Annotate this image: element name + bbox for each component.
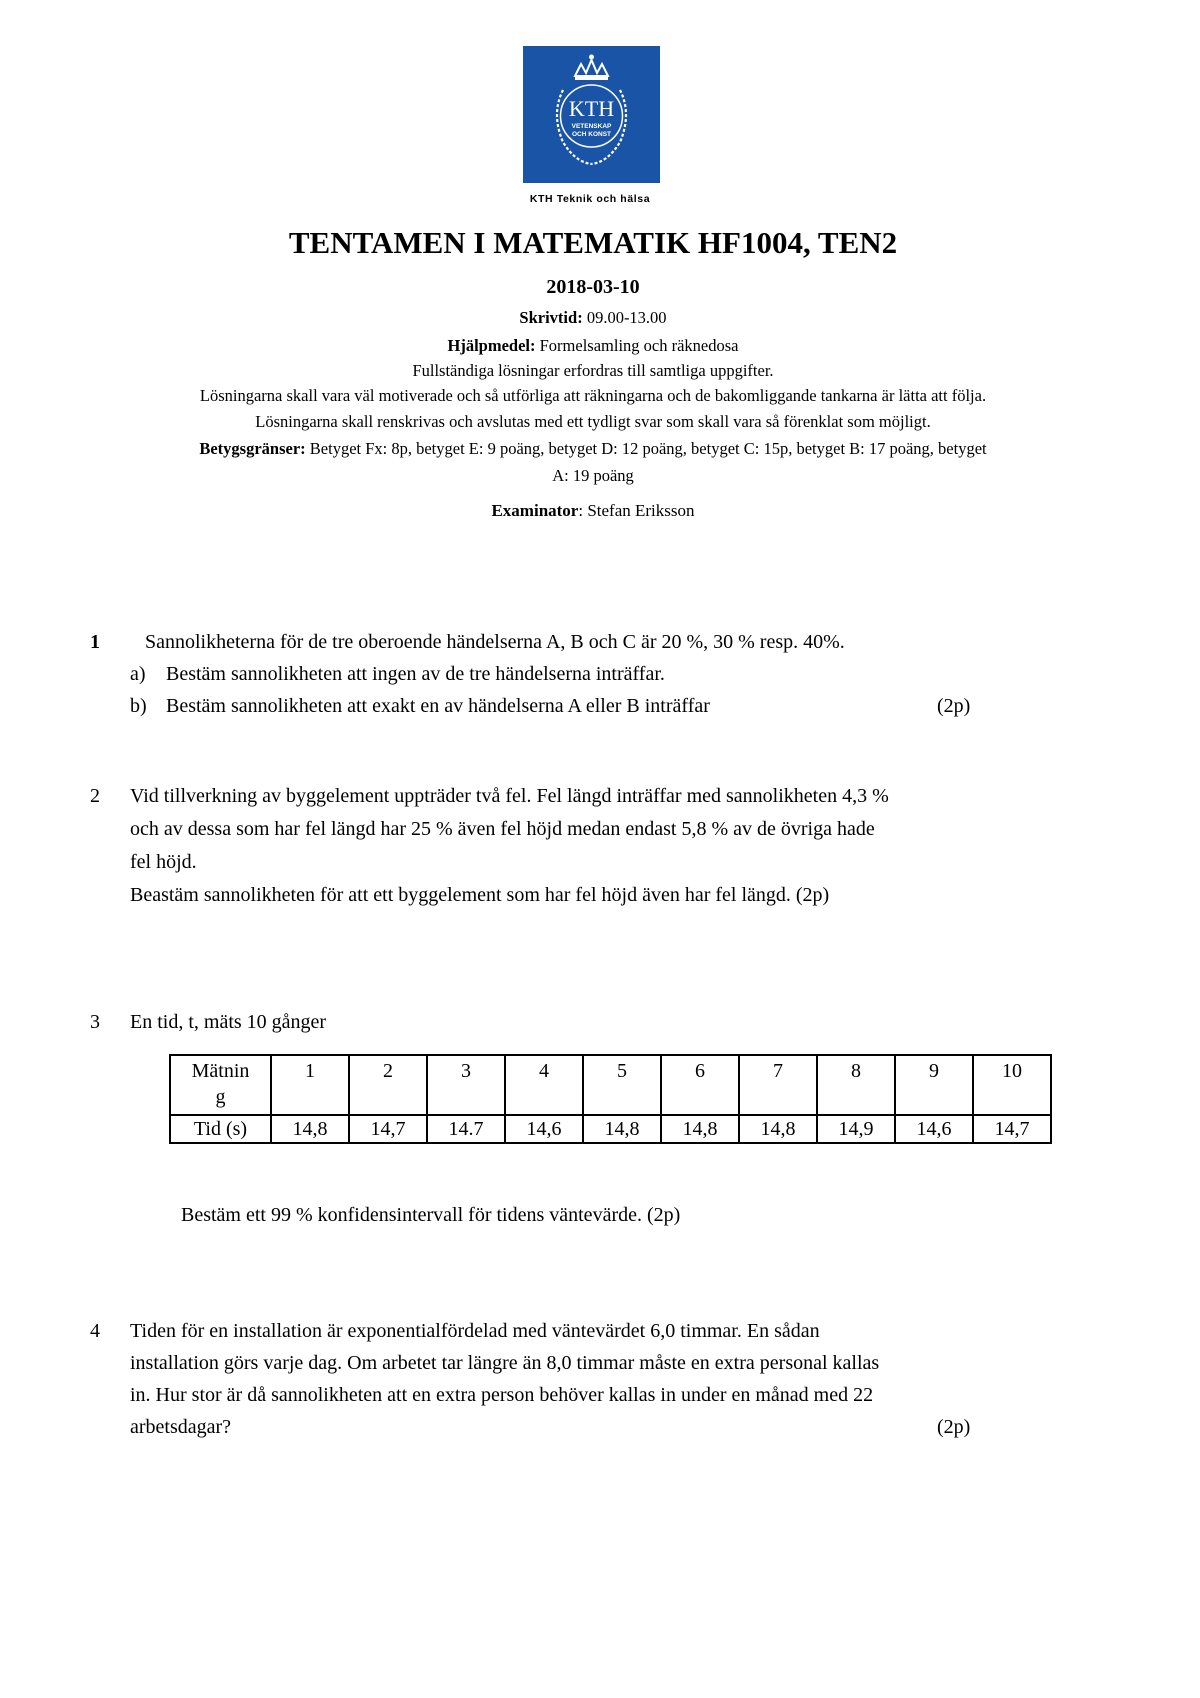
problem-2-line-2: och av dessa som har fel längd har 25 % även fel höjd medan endast 5,8 % av de övriga hade [130, 818, 875, 840]
problem-2-line-3: fel höjd. [130, 851, 197, 873]
instructions-answer: Lösningarna skall renskrivas och avslutas med ett tydligt svar som skall vara så förenklat som möjligt. [255, 412, 931, 431]
problem-4-line-3: in. Hur stor är då sannolikheten att en extra person behöver kallas in under en månad med 22 [130, 1384, 874, 1406]
table-cell: 14,8 [739, 1115, 817, 1143]
measurement-table [169, 1054, 1052, 1144]
table-row-label: Tid (s) [170, 1115, 271, 1143]
table-header-cell: 7 [739, 1055, 817, 1115]
table-header-cell: 6 [661, 1055, 739, 1115]
table-header-cell: 8 [817, 1055, 895, 1115]
table-data-row [170, 1115, 1051, 1143]
svg-text:VETENSKAP: VETENSKAP [571, 123, 612, 130]
exam-date: 2018-03-10 [546, 276, 640, 298]
table-cell: 14,8 [583, 1115, 661, 1143]
instructions-motivation: Lösningarna skall vara väl motiverade och så utförliga att räkningarna och de bakomliggande tankarna är lätta att följa. [199, 386, 987, 405]
hjalpmedel-line [80, 334, 1106, 358]
hjalpmedel-value: Formelsamling och räknedosa [535, 336, 739, 355]
skrivtid-line [80, 306, 1106, 330]
table-header-cell: 5 [583, 1055, 661, 1115]
problem-3-question: Bestäm ett 99 % konfidensintervall för tidens väntevärde. (2p) [181, 1204, 681, 1226]
examiner-line [80, 499, 1106, 523]
svg-text:OCH KONST: OCH KONST [572, 131, 611, 138]
problem-2-line-4: Beastäm sannolikheten för att ett byggelement som har fel höjd även har fel längd. (2p) [130, 884, 830, 906]
table-header-cell: 2 [349, 1055, 427, 1115]
table-cell: 14.7 [427, 1115, 505, 1143]
table-cell: 14,8 [661, 1115, 739, 1143]
problem-3-intro: En tid, t, mäts 10 gånger [130, 1011, 327, 1033]
problem-1b-text: Bestäm sannolikheten att exakt en av händelserna A eller B inträffar [166, 695, 710, 717]
grade-limits-line [80, 437, 1106, 461]
table-cell: 14,9 [817, 1115, 895, 1143]
problem-3-number: 3 [90, 1011, 100, 1033]
table-cell: 14,7 [349, 1115, 427, 1143]
problem-1-points: (2p) [937, 695, 971, 717]
kth-emblem-icon [523, 46, 660, 183]
kth-logo [523, 46, 660, 183]
instructions-full: Fullständiga lösningar erfordras till samtliga uppgifter. [412, 361, 774, 380]
problem-1a-text: Bestäm sannolikheten att ingen av de tre händelserna inträffar. [166, 663, 665, 685]
table-header-label: Mätnin g [170, 1055, 271, 1115]
problem-4-points: (2p) [937, 1416, 971, 1438]
table-header-cell: 9 [895, 1055, 973, 1115]
table-cell: 14,6 [505, 1115, 583, 1143]
table-cell: 14,6 [895, 1115, 973, 1143]
table-cell: 14,8 [271, 1115, 349, 1143]
table-cell: 14,7 [973, 1115, 1051, 1143]
grade-limits-value: Betyget Fx: 8p, betyget E: 9 poäng, betyget D: 12 poäng, betyget C: 15p, betyget B: 17 poäng, betyget [305, 439, 987, 458]
examiner-value: : Stefan Eriksson [578, 501, 695, 520]
grade-limits-label: Betygsgränser: [199, 439, 306, 458]
table-header-cell: 4 [505, 1055, 583, 1115]
exam-title: TENTAMEN I MATEMATIK HF1004, TEN2 [288, 225, 898, 260]
skrivtid-value: 09.00-13.00 [582, 308, 667, 327]
problem-2-number: 2 [90, 785, 100, 807]
problem-1a-label: a) [130, 663, 146, 685]
skrivtid-label: Skrivtid: [519, 308, 583, 327]
problem-4-line-1: Tiden för en installation är exponentialfördelad med väntevärdet 6,0 timmar. En sådan [130, 1320, 820, 1342]
problem-4-line-4: arbetsdagar? [130, 1416, 232, 1438]
table-header-cell: 1 [271, 1055, 349, 1115]
problem-4-number: 4 [90, 1320, 100, 1342]
problem-1b-label: b) [130, 695, 147, 717]
problem-1-intro: Sannolikheterna för de tre oberoende händelserna A, B och C är 20 %, 30 % resp. 40%. [145, 631, 845, 653]
table-header-cell: 3 [427, 1055, 505, 1115]
table-header-row [170, 1055, 1051, 1115]
grade-limits-line-2: A: 19 poäng [552, 466, 634, 485]
problem-1-number: 1 [90, 631, 100, 653]
logo-caption: KTH Teknik och hälsa [529, 193, 651, 205]
svg-text:KTH: KTH [568, 96, 615, 121]
hjalpmedel-label: Hjälpmedel: [447, 336, 536, 355]
table-header-cell: 10 [973, 1055, 1051, 1115]
examiner-label: Examinator [491, 501, 579, 520]
problem-4-line-2: installation görs varje dag. Om arbetet tar längre än 8,0 timmar måste en extra personal kallas [130, 1352, 880, 1374]
problem-2-line-1: Vid tillverkning av byggelement uppträder två fel. Fel längd inträffar med sannolikheten 4,3 % [130, 785, 889, 807]
